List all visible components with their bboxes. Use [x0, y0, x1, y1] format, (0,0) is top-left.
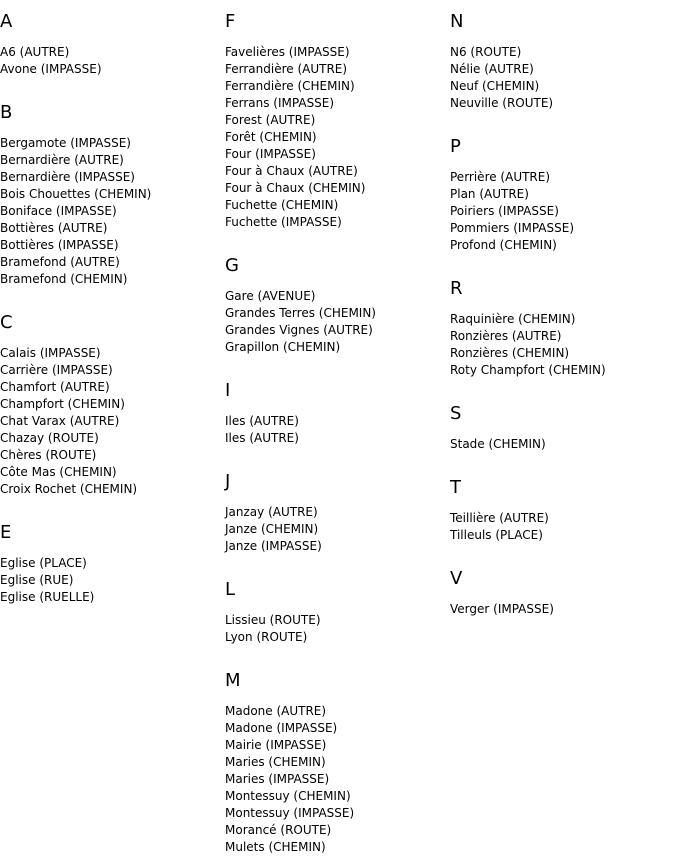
street-entry	[225, 413, 450, 430]
street-entry	[450, 203, 675, 220]
street-link[interactable]: Morancé (ROUTE)	[225, 823, 332, 837]
letter-heading: B	[0, 102, 13, 123]
street-link[interactable]: Four à Chaux (AUTRE)	[225, 164, 358, 178]
street-entry	[450, 601, 675, 618]
street-link[interactable]: Carrière (IMPASSE)	[0, 363, 113, 377]
street-entry	[0, 379, 225, 396]
street-entry	[225, 61, 450, 78]
street-link[interactable]: Croix Rochet (CHEMIN)	[0, 482, 138, 496]
street-entry	[0, 396, 225, 413]
street-entry	[0, 220, 225, 237]
street-entry	[0, 589, 225, 606]
street-link[interactable]: Ferrandière (AUTRE)	[225, 62, 348, 76]
street-entry	[225, 822, 450, 839]
letter-heading: N	[450, 11, 464, 32]
letter-heading: I	[225, 380, 231, 401]
letter-group	[450, 544, 675, 618]
street-link[interactable]: Bernardière (AUTRE)	[0, 153, 124, 167]
street-link[interactable]: Janze (CHEMIN)	[225, 522, 319, 536]
street-entry	[450, 328, 675, 345]
street-link[interactable]: Poiriers (IMPASSE)	[450, 204, 559, 218]
street-entry	[0, 44, 225, 61]
letter-group	[450, 379, 675, 453]
letter-heading: S	[450, 403, 462, 424]
street-list	[225, 612, 450, 646]
street-list	[450, 601, 675, 618]
street-entry	[0, 169, 225, 186]
street-entry	[225, 112, 450, 129]
letter-group	[450, 453, 675, 544]
street-link[interactable]: Boniface (IMPASSE)	[0, 204, 117, 218]
street-link[interactable]: Tilleuls (PLACE)	[450, 528, 543, 542]
street-link[interactable]: Janzay (AUTRE)	[225, 505, 318, 519]
street-entry	[0, 413, 225, 430]
street-entry	[0, 572, 225, 589]
street-entry	[225, 538, 450, 555]
street-entry	[225, 720, 450, 737]
street-entry	[225, 771, 450, 788]
letter-group	[0, 12, 225, 78]
street-link[interactable]: Eglise (RUE)	[0, 573, 74, 587]
street-list	[450, 311, 675, 379]
street-entry	[0, 447, 225, 464]
index-column	[0, 0, 225, 606]
street-entry	[450, 95, 675, 112]
street-link[interactable]: Madone (AUTRE)	[225, 704, 327, 718]
street-link[interactable]: Lyon (ROUTE)	[225, 630, 308, 644]
street-link[interactable]: Chamfort (AUTRE)	[0, 380, 110, 394]
letter-group	[225, 447, 450, 555]
street-list	[450, 510, 675, 544]
street-entry	[450, 237, 675, 254]
street-entry	[0, 152, 225, 169]
street-entry	[450, 362, 675, 379]
street-entry	[225, 339, 450, 356]
street-entry	[450, 510, 675, 527]
street-link[interactable]: Mulets (CHEMIN)	[225, 840, 326, 854]
street-entry	[225, 805, 450, 822]
letter-heading: G	[225, 255, 239, 276]
letter-group	[0, 498, 225, 606]
street-entry	[450, 61, 675, 78]
street-link[interactable]: Four à Chaux (CHEMIN)	[225, 181, 366, 195]
street-entry	[225, 95, 450, 112]
street-link[interactable]: Bottières (IMPASSE)	[0, 238, 119, 252]
street-link[interactable]: Bottières (AUTRE)	[0, 221, 108, 235]
letter-group	[225, 231, 450, 356]
street-entry	[225, 163, 450, 180]
street-entry	[225, 839, 450, 856]
street-entry	[0, 362, 225, 379]
group-spacer	[450, 254, 675, 267]
group-spacer	[450, 379, 675, 392]
street-link[interactable]: Bramefond (AUTRE)	[0, 255, 120, 269]
street-link[interactable]: Favelières (IMPASSE)	[225, 45, 350, 59]
street-link[interactable]: Four (IMPASSE)	[225, 147, 316, 161]
street-link[interactable]: Madone (IMPASSE)	[225, 721, 338, 735]
street-link[interactable]: Montessuy (CHEMIN)	[225, 789, 351, 803]
street-entry	[0, 135, 225, 152]
street-link[interactable]: Calais (IMPASSE)	[0, 346, 101, 360]
street-entry	[225, 703, 450, 720]
street-list	[450, 169, 675, 254]
street-list	[0, 135, 225, 288]
letter-heading: L	[225, 579, 236, 600]
street-link[interactable]: Bernardière (IMPASSE)	[0, 170, 135, 184]
street-entry	[450, 186, 675, 203]
street-link[interactable]: Bois Chouettes (CHEMIN)	[0, 187, 152, 201]
street-entry	[0, 186, 225, 203]
street-entry	[450, 220, 675, 237]
group-spacer	[0, 288, 225, 301]
street-link[interactable]: Verger (IMPASSE)	[450, 602, 554, 616]
street-entry	[225, 146, 450, 163]
street-entry	[225, 129, 450, 146]
street-list	[225, 504, 450, 555]
street-link[interactable]: Chères (ROUTE)	[0, 448, 97, 462]
street-link[interactable]: Eglise (RUELLE)	[0, 590, 95, 604]
street-link[interactable]: Fuchette (CHEMIN)	[225, 198, 339, 212]
letter-group	[0, 288, 225, 498]
group-spacer	[450, 544, 675, 557]
letter-heading: R	[450, 278, 463, 299]
street-link[interactable]: Ferrans (IMPASSE)	[225, 96, 335, 110]
letter-group	[0, 78, 225, 288]
street-entry	[225, 322, 450, 339]
street-link[interactable]: Profond (CHEMIN)	[450, 238, 557, 252]
group-spacer	[225, 646, 450, 659]
street-link[interactable]: A6 (AUTRE)	[0, 45, 70, 59]
letter-group	[225, 555, 450, 646]
street-link[interactable]: Perrière (AUTRE)	[450, 170, 551, 184]
letter-group	[450, 254, 675, 379]
street-link[interactable]: Roty Champfort (CHEMIN)	[450, 363, 606, 377]
letter-heading: J	[225, 471, 231, 492]
street-entry	[450, 527, 675, 544]
street-entry	[0, 555, 225, 572]
street-link[interactable]: Bramefond (CHEMIN)	[0, 272, 128, 286]
street-entry	[225, 737, 450, 754]
street-link[interactable]: Ronzières (CHEMIN)	[450, 346, 570, 360]
street-list	[225, 44, 450, 231]
street-link[interactable]: Maries (CHEMIN)	[225, 755, 326, 769]
street-link[interactable]: Forest (AUTRE)	[225, 113, 316, 127]
letter-group	[225, 646, 450, 856]
street-link[interactable]: Mairie (IMPASSE)	[225, 738, 327, 752]
street-link[interactable]: Teillière (AUTRE)	[450, 511, 549, 525]
street-link[interactable]: Avone (IMPASSE)	[0, 62, 102, 76]
street-entry	[225, 305, 450, 322]
group-spacer	[450, 112, 675, 125]
street-entry	[0, 61, 225, 78]
street-entry	[450, 169, 675, 186]
street-link[interactable]: Raquinière (CHEMIN)	[450, 312, 576, 326]
street-link[interactable]: Eglise (PLACE)	[0, 556, 87, 570]
letter-heading: V	[450, 568, 463, 589]
street-entry	[0, 481, 225, 498]
street-link[interactable]: Stade (CHEMIN)	[450, 437, 546, 451]
letter-heading: C	[0, 312, 13, 333]
street-link[interactable]: Fuchette (IMPASSE)	[225, 215, 342, 229]
street-link[interactable]: Iles (AUTRE)	[225, 431, 299, 445]
street-list	[450, 44, 675, 112]
street-entry	[225, 612, 450, 629]
index-column	[450, 0, 675, 618]
street-link[interactable]: Grandes Terres (CHEMIN)	[225, 306, 376, 320]
street-entry	[450, 78, 675, 95]
letter-heading: T	[450, 477, 461, 498]
street-entry	[0, 254, 225, 271]
street-entry	[225, 288, 450, 305]
letter-heading: A	[0, 11, 13, 32]
letter-heading: E	[0, 522, 12, 543]
street-link[interactable]: Grandes Vignes (AUTRE)	[225, 323, 373, 337]
street-entry	[450, 311, 675, 328]
street-entry	[0, 237, 225, 254]
letter-heading: P	[450, 136, 461, 157]
street-link[interactable]: Bergamote (IMPASSE)	[0, 136, 131, 150]
street-entry	[450, 436, 675, 453]
street-entry	[0, 271, 225, 288]
street-list	[0, 44, 225, 78]
street-list	[225, 288, 450, 356]
street-entry	[225, 521, 450, 538]
street-entry	[225, 180, 450, 197]
street-entry	[0, 345, 225, 362]
street-link[interactable]: Champfort (CHEMIN)	[0, 397, 125, 411]
street-link[interactable]: Neuville (ROUTE)	[450, 96, 554, 110]
street-link[interactable]: Janze (IMPASSE)	[225, 539, 322, 553]
street-entry	[225, 629, 450, 646]
street-entry	[225, 44, 450, 61]
street-entry	[450, 345, 675, 362]
street-link[interactable]: Maries (IMPASSE)	[225, 772, 330, 786]
group-spacer	[450, 453, 675, 466]
group-spacer	[225, 356, 450, 369]
index-column	[225, 0, 450, 856]
street-list	[0, 555, 225, 606]
street-entry	[225, 754, 450, 771]
street-link[interactable]: Chat Varax (AUTRE)	[0, 414, 120, 428]
letter-group	[225, 356, 450, 447]
street-link[interactable]: Côte Mas (CHEMIN)	[0, 465, 117, 479]
street-link[interactable]: Forêt (CHEMIN)	[225, 130, 317, 144]
street-link[interactable]: Lissieu (ROUTE)	[225, 613, 321, 627]
letter-group	[225, 12, 450, 231]
street-link[interactable]: Plan (AUTRE)	[450, 187, 529, 201]
group-spacer	[0, 498, 225, 511]
letter-group	[450, 112, 675, 254]
street-entry	[225, 197, 450, 214]
street-link[interactable]: Nélie (AUTRE)	[450, 62, 534, 76]
street-link[interactable]: Iles (AUTRE)	[225, 414, 299, 428]
street-entry	[225, 788, 450, 805]
street-link[interactable]: Chazay (ROUTE)	[0, 431, 99, 445]
street-link[interactable]: Gare (AVENUE)	[225, 289, 316, 303]
street-list	[225, 703, 450, 856]
street-list	[225, 413, 450, 447]
letter-heading: F	[225, 11, 236, 32]
group-spacer	[225, 231, 450, 244]
street-entry	[225, 214, 450, 231]
group-spacer	[225, 447, 450, 460]
street-entry	[225, 78, 450, 95]
street-list	[450, 436, 675, 453]
street-entry	[225, 504, 450, 521]
group-spacer	[225, 555, 450, 568]
street-entry	[450, 44, 675, 61]
group-spacer	[0, 78, 225, 91]
street-link[interactable]: Grapillon (CHEMIN)	[225, 340, 341, 354]
street-link[interactable]: Ronzières (AUTRE)	[450, 329, 562, 343]
street-entry	[0, 430, 225, 447]
street-entry	[0, 464, 225, 481]
street-entry	[0, 203, 225, 220]
street-list	[0, 345, 225, 498]
street-entry	[225, 430, 450, 447]
street-link[interactable]: Neuf (CHEMIN)	[450, 79, 540, 93]
street-link[interactable]: Pommiers (IMPASSE)	[450, 221, 574, 235]
street-link[interactable]: Montessuy (IMPASSE)	[225, 806, 355, 820]
street-link[interactable]: Ferrandière (CHEMIN)	[225, 79, 355, 93]
letter-heading: M	[225, 670, 241, 691]
street-link[interactable]: N6 (ROUTE)	[450, 45, 522, 59]
letter-group	[450, 12, 675, 112]
